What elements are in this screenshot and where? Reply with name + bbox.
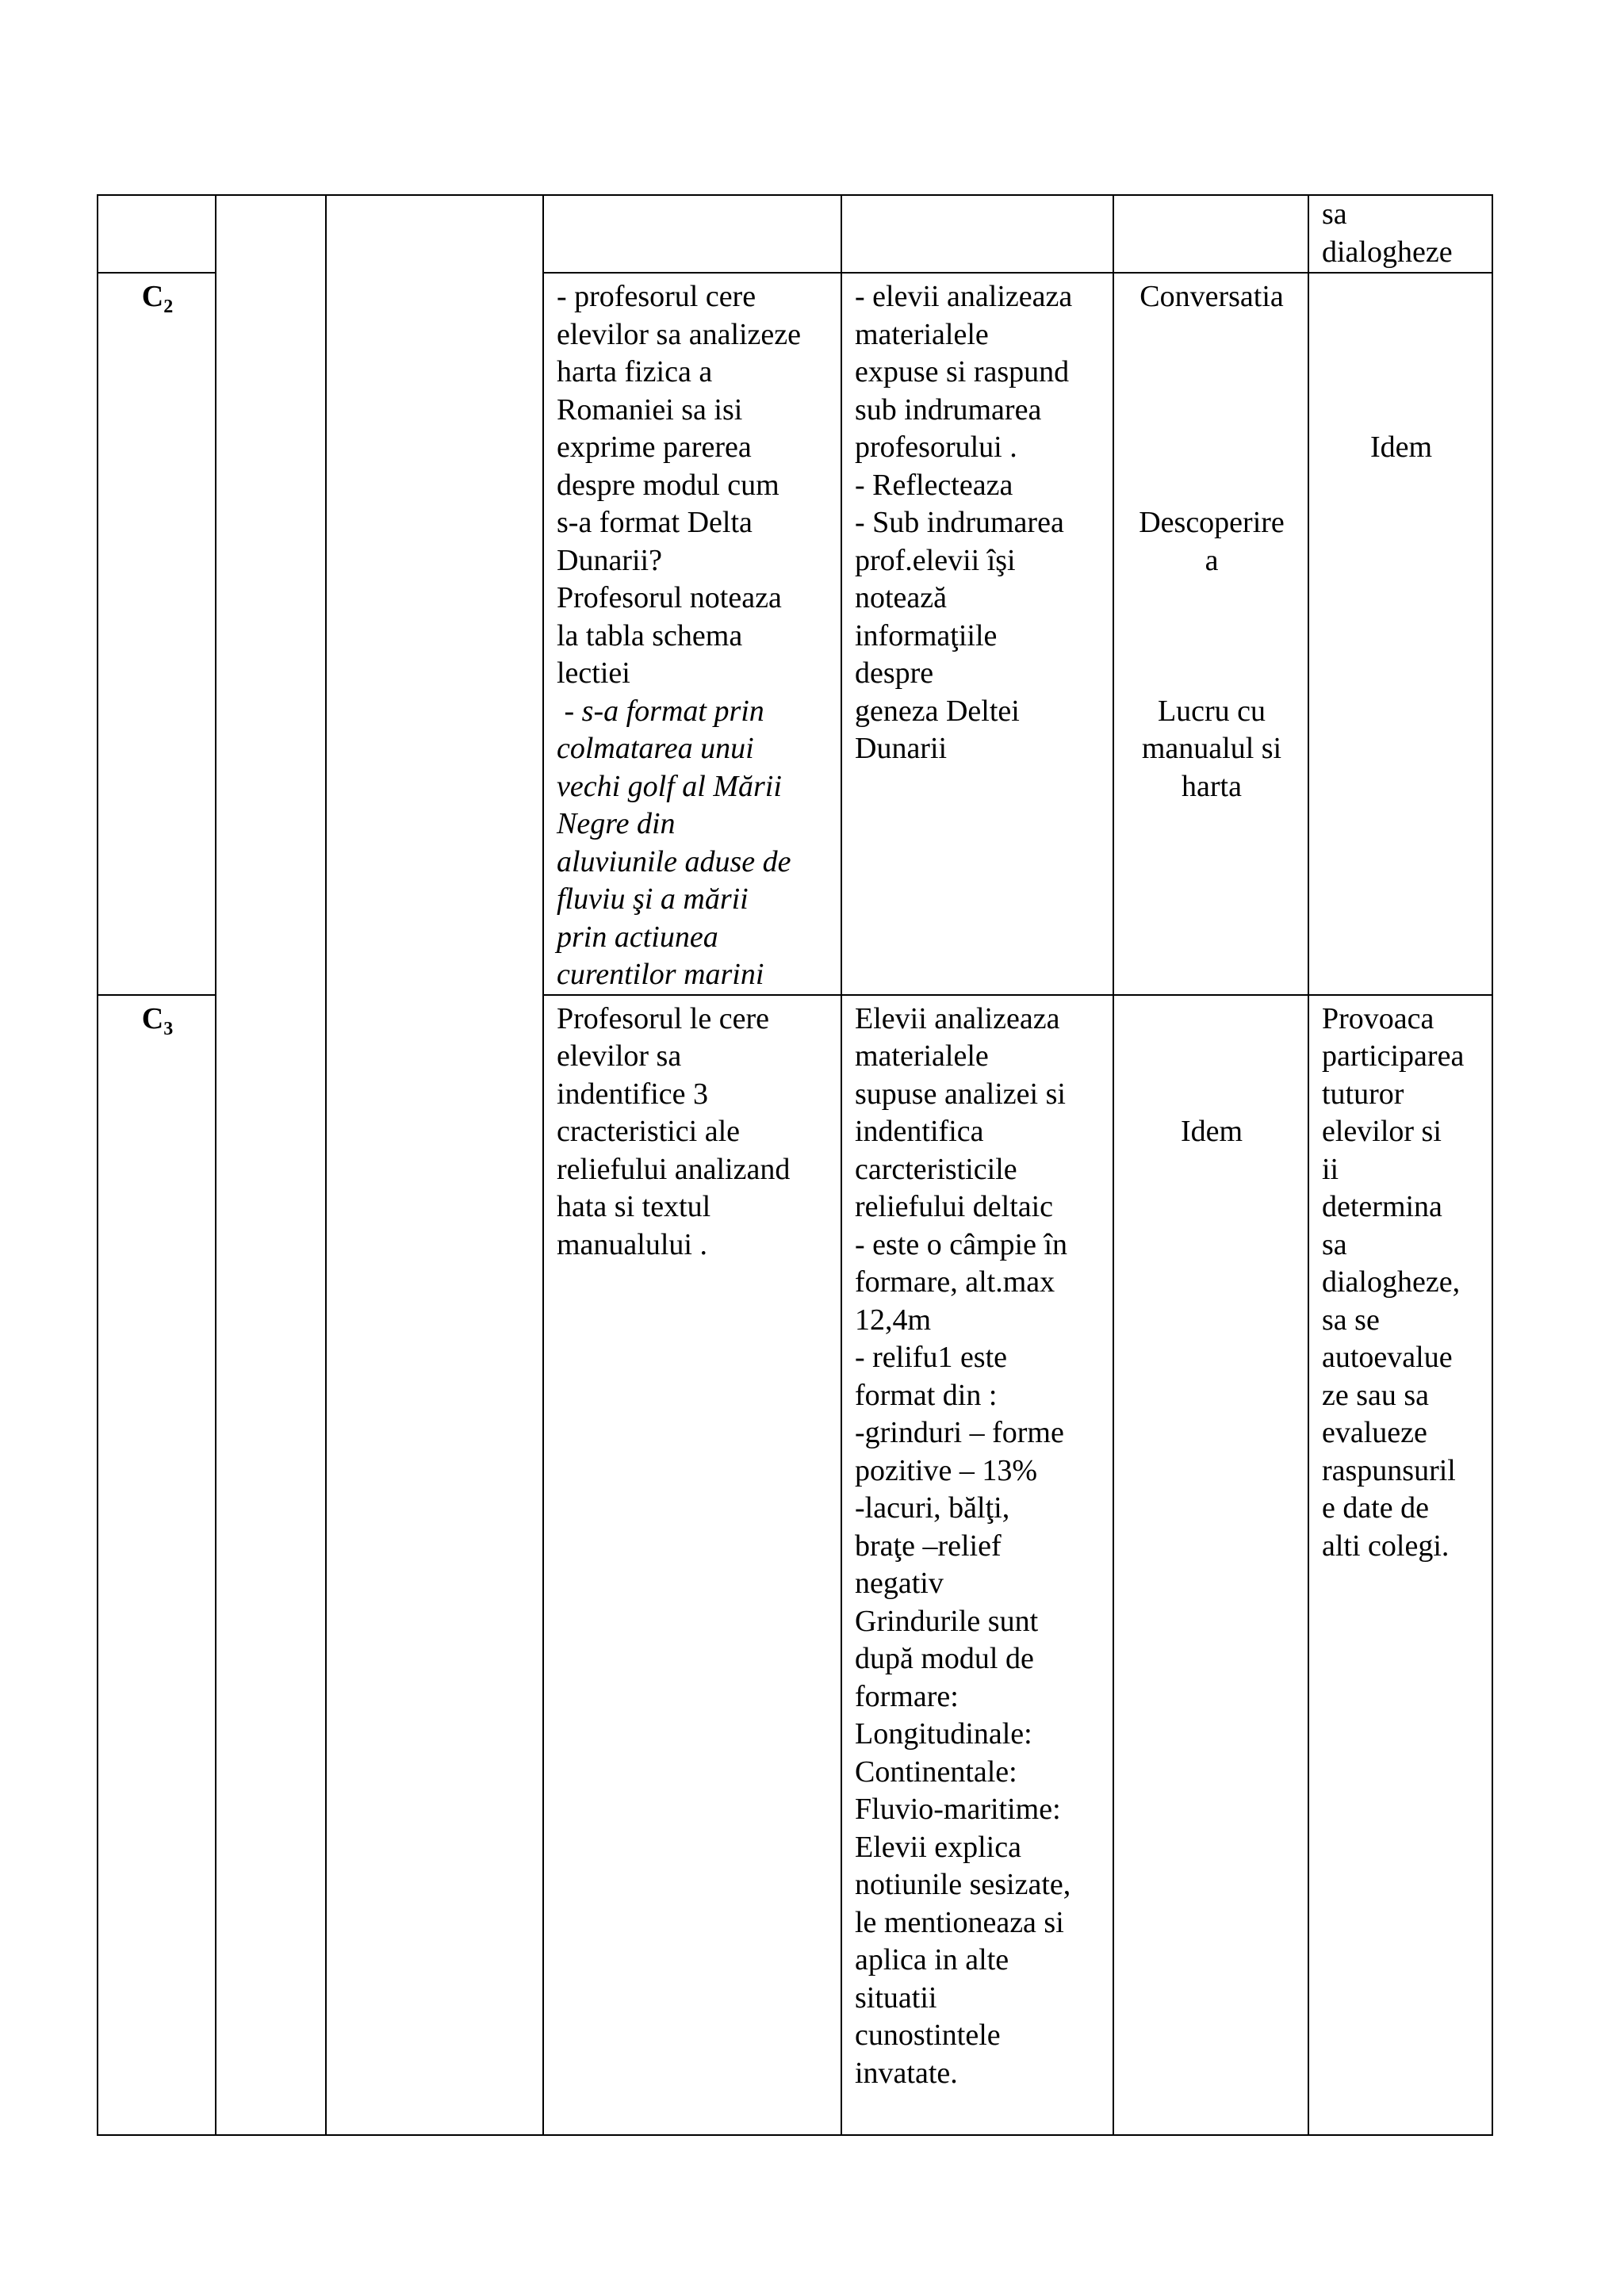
- cell-evaluation-continuation: sa dialogheze: [1308, 195, 1492, 273]
- cell-col3-merged: [326, 195, 543, 2135]
- cell-code-c2: [98, 273, 216, 995]
- cell-teacher-activity-c3: Profesorul le cere elevilor sa indentifice 3 cracteristici ale reliefului analizand hata si textul manualului .: [543, 995, 841, 2135]
- teacher-activity-italic: s-a format prin colmatarea unui vechi golf al Mării Negre din aluviunile aduse de fluviu şi a mării prin actiunea curentilor marini: [557, 694, 791, 991]
- code-letter: C: [141, 280, 164, 313]
- cell-methods-c2: Conversatia Descoperire a Lucru cu manualul si harta: [1113, 273, 1308, 995]
- code-letter: C: [141, 1001, 164, 1035]
- teacher-activity-dash: -: [557, 694, 582, 728]
- cell-student-activity-c2: - elevii analizeaza materialele expuse si raspund sub indrumarea profesorului . - Reflecteaza - Sub indrumarea prof.elevii îşi notează informaţiile despre geneza Deltei Dunarii: [841, 273, 1113, 995]
- code-subscript: 3: [163, 1018, 174, 1039]
- cell-teacher-activity-c2: [543, 273, 841, 995]
- cell-code-c3: [98, 995, 216, 2135]
- cell-evaluation-c2: Idem: [1308, 273, 1492, 995]
- table-row-continuation: [98, 195, 1492, 273]
- teacher-activity-text: - profesorul cere elevilor sa analizeze harta fizica a Romaniei sa isi exprime parerea despre modul cum s-a format Delta Dunarii? Profesorul noteaza la tabla schema lectiei: [557, 280, 802, 690]
- cell-student-activity-c3: Elevii analizeaza materialele supuse analizei si indentifica carcteristicile reliefului deltaic - este o câmpie în formare, alt.max 12,4m - relifu1 este format din : -grinduri – forme pozitive – 13% -lacuri, bălţi, braţe –relief negativ Grindurile sunt după modul de formare: Longitudinale: Continentale: Fluvio-maritime: Elevii explica notiunile sesizate, le mentioneaza si aplica in alte situatii cunostintele invatate.: [841, 995, 1113, 2135]
- cell-teacher-empty: [543, 195, 841, 273]
- cell-methods-c3: Idem: [1113, 995, 1308, 2135]
- cell-students-empty: [841, 195, 1113, 273]
- code-subscript: 2: [163, 297, 174, 317]
- lesson-plan-table: [97, 194, 1493, 2136]
- cell-methods-empty: [1113, 195, 1308, 273]
- cell-evaluation-c3: Provoaca participarea tuturor elevilor si ii determina sa dialogheze, sa se autoevalue ze sau sa evalueze raspunsuril e date de alti colegi.: [1308, 995, 1492, 2135]
- cell-code-empty: [98, 195, 216, 273]
- cell-col2-merged: [216, 195, 326, 2135]
